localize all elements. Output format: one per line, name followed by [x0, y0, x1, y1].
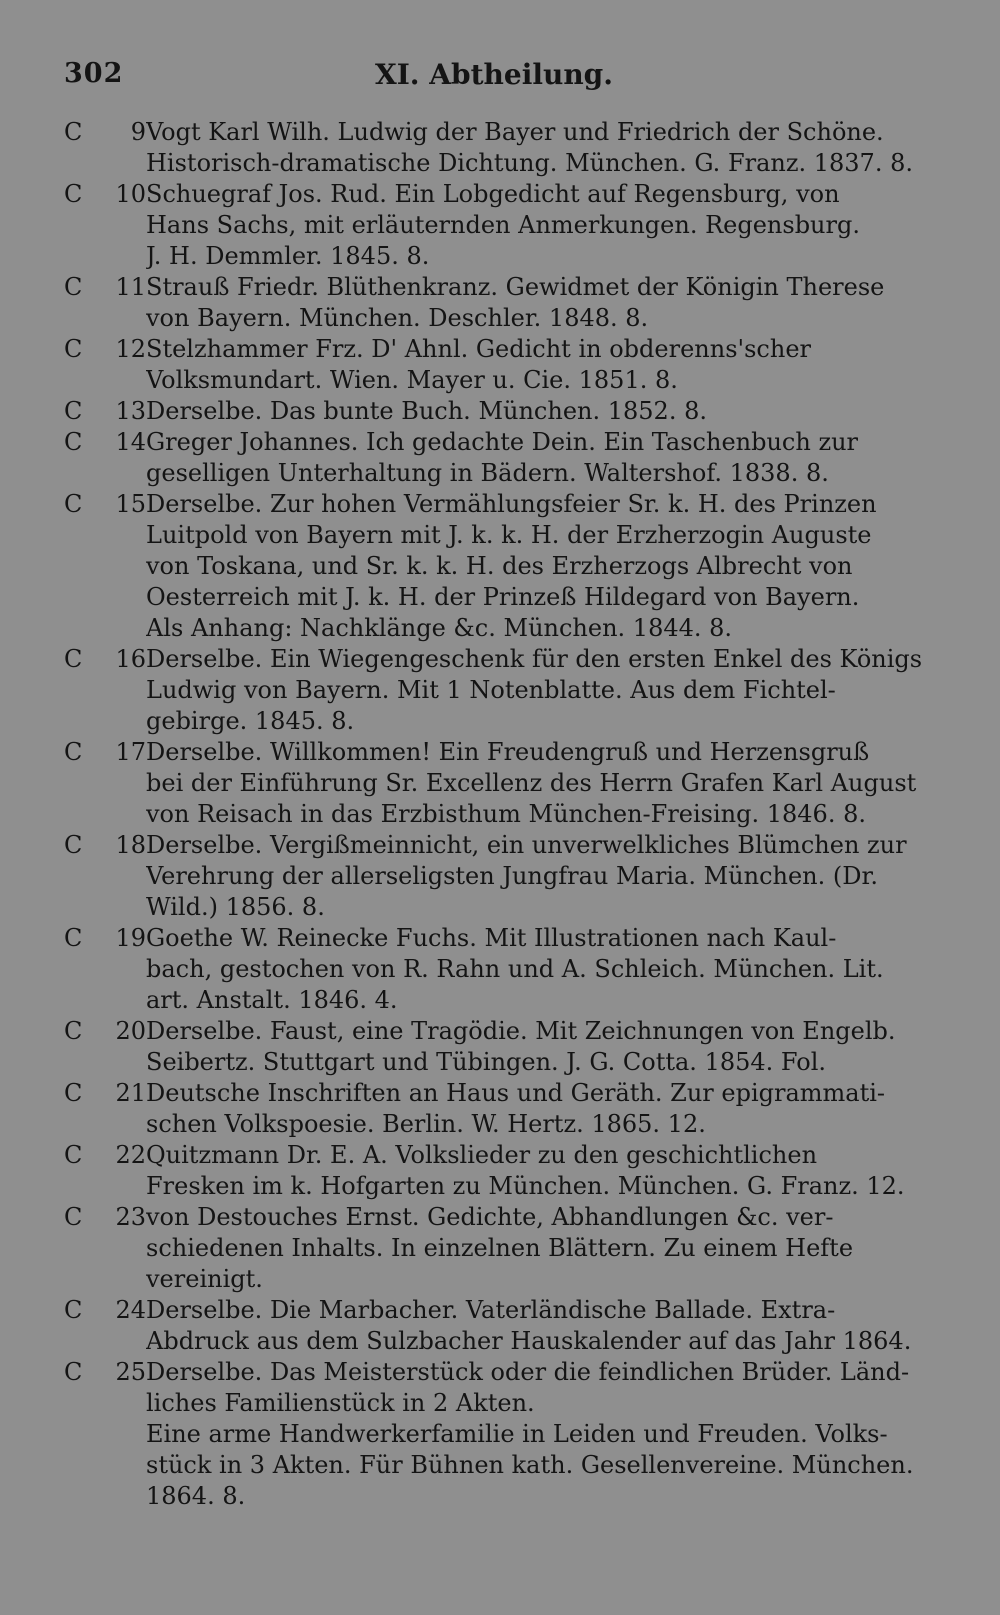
entry-text	[146, 334, 924, 396]
shelf-number: 13	[115, 397, 146, 425]
shelf-class: C	[64, 1079, 83, 1107]
entry-text	[146, 489, 924, 644]
shelf-mark	[64, 1295, 146, 1326]
catalog-entry	[64, 1202, 924, 1295]
entry-line: art. Anstalt. 1846. 4.	[146, 986, 398, 1014]
shelf-mark	[64, 1016, 146, 1047]
entry-line: bei der Einführung Sr. Excellenz des Herrn Grafen Karl August	[146, 769, 917, 797]
catalog-entry	[64, 334, 924, 396]
entry-text	[146, 396, 924, 427]
entry-line: Greger Johannes. Ich gedachte Dein. Ein Taschenbuch zur	[146, 428, 859, 456]
entry-line: Historisch-dramatische Dichtung. München. G. Franz. 1837. 8.	[146, 149, 913, 177]
entry-line: Volksmundart. Wien. Mayer u. Cie. 1851. 8.	[146, 366, 678, 394]
entry-line: Als Anhang: Nachklänge &c. München. 1844. 8.	[146, 614, 733, 642]
shelf-class: C	[64, 1358, 83, 1386]
entry-line: von Reisach in das Erzbisthum München-Freising. 1846. 8.	[146, 800, 866, 828]
entry-line: Stelzhammer Frz. D' Ahnl. Gedicht in obderenns'scher	[146, 335, 811, 363]
shelf-number: 14	[115, 428, 146, 456]
shelf-class: C	[64, 738, 83, 766]
entry-text	[146, 272, 924, 334]
shelf-mark	[64, 272, 146, 303]
entry-line: Luitpold von Bayern mit J. k. k. H. der Erzherzogin Auguste	[146, 521, 872, 549]
entry-line: Schuegraf Jos. Rud. Ein Lobgedicht auf Regensburg, von	[146, 180, 840, 208]
entry-line: Abdruck aus dem Sulzbacher Hauskalender auf das Jahr 1864.	[146, 1327, 912, 1355]
catalog-entry	[64, 830, 924, 923]
shelf-number: 18	[115, 831, 146, 859]
shelf-number: 9	[130, 118, 146, 146]
shelf-number: 12	[115, 335, 146, 363]
catalog-entry	[64, 923, 924, 1016]
entry-line: Seibertz. Stuttgart und Tübingen. J. G. Cotta. 1854. Fol.	[146, 1048, 826, 1076]
shelf-number: 23	[115, 1203, 146, 1231]
catalog-entry	[64, 396, 924, 427]
entry-line: Vogt Karl Wilh. Ludwig der Bayer und Friedrich der Schöne.	[146, 118, 884, 146]
catalog-entry	[64, 1078, 924, 1140]
entry-text	[146, 923, 924, 1016]
entry-line: vereinigt.	[146, 1265, 263, 1293]
entry-line: Eine arme Handwerkerfamilie in Leiden und Freuden. Volks-	[146, 1420, 888, 1448]
entry-text	[146, 117, 924, 179]
catalog-entry	[64, 117, 924, 179]
entry-text	[146, 644, 924, 737]
entry-line: Goethe W. Reinecke Fuchs. Mit Illustrationen nach Kaul-	[146, 924, 837, 952]
shelf-mark	[64, 334, 146, 365]
shelf-mark	[64, 489, 146, 520]
shelf-number: 15	[115, 490, 146, 518]
entry-line: Derselbe. Ein Wiegengeschenk für den ersten Enkel des Königs	[146, 645, 923, 673]
entry-line: von Bayern. München. Deschler. 1848. 8.	[146, 304, 649, 332]
entry-line: gebirge. 1845. 8.	[146, 707, 355, 735]
shelf-class: C	[64, 273, 83, 301]
shelf-mark	[64, 923, 146, 954]
shelf-number: 11	[115, 273, 146, 301]
catalog-entries	[64, 117, 924, 1512]
entry-line: stück in 3 Akten. Für Bühnen kath. Gesellenvereine. München.	[146, 1451, 914, 1479]
shelf-class: C	[64, 1203, 83, 1231]
entry-line: Quitzmann Dr. E. A. Volkslieder zu den geschichtlichen	[146, 1141, 818, 1169]
entry-text	[146, 1140, 924, 1202]
shelf-class: C	[64, 924, 83, 952]
entry-text	[146, 1357, 924, 1512]
catalog-entry	[64, 1295, 924, 1357]
entry-text	[146, 737, 924, 830]
shelf-number: 20	[115, 1017, 146, 1045]
catalog-entry	[64, 1357, 924, 1512]
catalog-entry	[64, 489, 924, 644]
entry-line: Derselbe. Willkommen! Ein Freudengruß und Herzensgruß	[146, 738, 870, 766]
entry-text	[146, 1202, 924, 1295]
entry-line: Derselbe. Vergißmeinnicht, ein unverwelkliches Blümchen zur	[146, 831, 907, 859]
shelf-class: C	[64, 645, 83, 673]
section-title: XI. Abtheilung.	[374, 58, 614, 91]
shelf-mark	[64, 427, 146, 458]
entry-line: Derselbe. Die Marbacher. Vaterländische Ballade. Extra-	[146, 1296, 836, 1324]
shelf-number: 25	[115, 1358, 146, 1386]
entry-text	[146, 179, 924, 272]
entry-line: geselligen Unterhaltung in Bädern. Waltershof. 1838. 8.	[146, 459, 829, 487]
shelf-mark	[64, 1078, 146, 1109]
entry-line: liches Familienstück in 2 Akten.	[146, 1389, 535, 1417]
catalog-entry	[64, 644, 924, 737]
entry-line: Derselbe. Das Meisterstück oder die feindlichen Brüder. Länd-	[146, 1358, 910, 1386]
shelf-mark	[64, 1140, 146, 1171]
shelf-number: 17	[115, 738, 146, 766]
shelf-class: C	[64, 335, 83, 363]
shelf-number: 24	[115, 1296, 146, 1324]
entry-line: Wild.) 1856. 8.	[146, 893, 325, 921]
shelf-mark	[64, 1202, 146, 1233]
shelf-mark	[64, 737, 146, 768]
entry-line: schiedenen Inhalts. In einzelnen Blättern. Zu einem Hefte	[146, 1234, 854, 1262]
catalog-entry	[64, 1016, 924, 1078]
catalog-entry	[64, 737, 924, 830]
shelf-mark	[64, 396, 146, 427]
entry-text	[146, 1295, 924, 1357]
shelf-class: C	[64, 1141, 83, 1169]
shelf-class: C	[64, 1296, 83, 1324]
shelf-number: 16	[115, 645, 146, 673]
shelf-mark	[64, 117, 146, 148]
shelf-class: C	[64, 118, 83, 146]
entry-text	[146, 1078, 924, 1140]
shelf-class: C	[64, 428, 83, 456]
shelf-mark	[64, 644, 146, 675]
shelf-mark	[64, 179, 146, 210]
catalog-entry	[64, 272, 924, 334]
shelf-mark	[64, 830, 146, 861]
entry-line: von Toskana, und Sr. k. k. H. des Erzherzogs Albrecht von	[146, 552, 853, 580]
entry-line: Derselbe. Das bunte Buch. München. 1852. 8.	[146, 397, 707, 425]
shelf-number: 10	[115, 180, 146, 208]
entry-line: bach, gestochen von R. Rahn und A. Schleich. München. Lit.	[146, 955, 884, 983]
entry-line: Derselbe. Faust, eine Tragödie. Mit Zeichnungen von Engelb.	[146, 1017, 896, 1045]
shelf-number: 22	[115, 1141, 146, 1169]
catalog-entry	[64, 1140, 924, 1202]
shelf-class: C	[64, 490, 83, 518]
shelf-number: 21	[115, 1079, 146, 1107]
catalog-entry	[64, 427, 924, 489]
shelf-class: C	[64, 831, 83, 859]
entry-line: Ludwig von Bayern. Mit 1 Notenblatte. Aus dem Fichtel-	[146, 676, 836, 704]
entry-line: Oesterreich mit J. k. H. der Prinzeß Hildegard von Bayern.	[146, 583, 860, 611]
entry-line: Deutsche Inschriften an Haus und Geräth. Zur epigrammati-	[146, 1079, 886, 1107]
entry-line: von Destouches Ernst. Gedichte, Abhandlungen &c. ver-	[146, 1203, 834, 1231]
entry-line: 1864. 8.	[146, 1482, 246, 1510]
entry-text	[146, 830, 924, 923]
catalog-entry	[64, 179, 924, 272]
entry-text	[146, 427, 924, 489]
entry-line: Derselbe. Zur hohen Vermählungsfeier Sr. k. H. des Prinzen	[146, 490, 877, 518]
page-number: 302	[64, 58, 124, 89]
shelf-number: 19	[115, 924, 146, 952]
entry-line: Strauß Friedr. Blüthenkranz. Gewidmet der Königin Therese	[146, 273, 885, 301]
shelf-class: C	[64, 397, 83, 425]
entry-line: J. H. Demmler. 1845. 8.	[146, 242, 430, 270]
entry-line: Fresken im k. Hofgarten zu München. München. G. Franz. 12.	[146, 1172, 905, 1200]
entry-line: Hans Sachs, mit erläuternden Anmerkungen. Regensburg.	[146, 211, 860, 239]
shelf-mark	[64, 1357, 146, 1388]
page-header	[64, 58, 924, 98]
shelf-class: C	[64, 1017, 83, 1045]
shelf-class: C	[64, 180, 83, 208]
entry-text	[146, 1016, 924, 1078]
entry-line: Verehrung der allerseligsten Jungfrau Maria. München. (Dr.	[146, 862, 878, 890]
entry-line: schen Volkspoesie. Berlin. W. Hertz. 1865. 12.	[146, 1110, 706, 1138]
